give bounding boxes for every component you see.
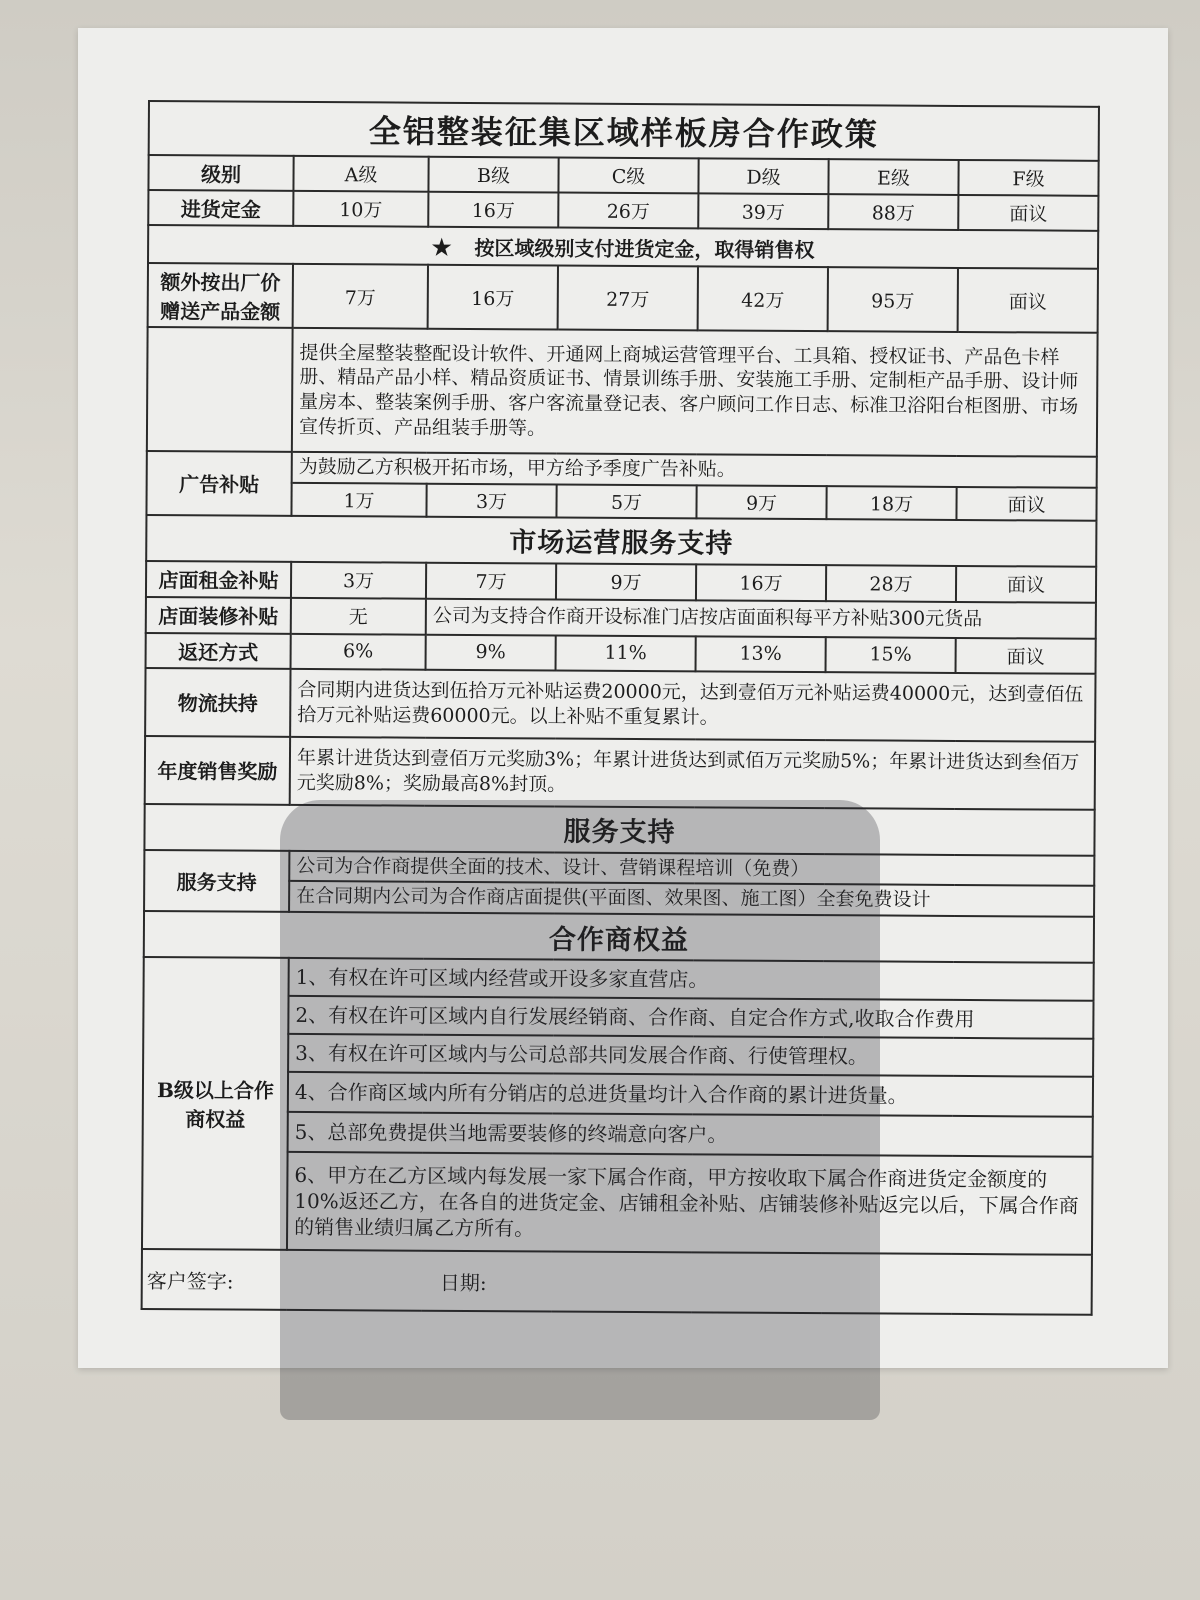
logistics-label: 物流扶持 [145,668,290,737]
rebate-e: 15% [826,637,956,673]
policy-table [141,100,1100,1316]
rights-item: 3、有权在许可区域内与公司总部共同发展合作商、行使管理权。 [288,1034,1093,1077]
signature-cell [142,1249,1092,1315]
grade-b: B级 [428,157,558,193]
bonus-e: 95万 [828,267,958,332]
grade-d: D级 [698,158,828,194]
ad-subsidy-label: 广告补贴 [146,451,291,516]
bonus-d: 42万 [698,266,828,331]
decor-subsidy-note: 公司为支持合作商开设标准门店按店面面积每平方补贴300元货品 [426,598,1096,638]
signature-row [142,1249,1092,1315]
materials-text: 提供全屋整装整配设计软件、开通网上商城运营管理平台、工具箱、授权证书、产品色卡样册、精品产品小样、精品资质证书、情景训练手册、安装施工手册、定制柜产品手册、设计师量房本、整装案例手册、客户客流量登记表、客户顾问工作日志、标准卫浴阳台柜图册、市场宣传折页、产品组装手册等。 [292,328,1098,457]
bonus-products-row [148,263,1098,333]
materials-row [147,327,1098,457]
grade-a: A级 [293,156,428,192]
section-rights-title: 合作商权益 [144,911,1094,963]
decor-subsidy-label: 店面装修补贴 [146,597,291,634]
deposit-row [148,190,1098,231]
section-service-title: 服务支持 [144,804,1094,856]
ad-e: 18万 [826,486,956,520]
service-label: 服务支持 [144,850,289,912]
materials-label-empty [147,327,293,452]
deposit-f: 面议 [958,195,1098,231]
star-note-text: 按区域级别支付进货定金，取得销售权 [474,235,815,262]
rent-subsidy-row [146,561,1096,603]
rights-item: 5、总部免费提供当地需要装修的终端意向客户。 [288,1112,1093,1157]
rebate-c: 11% [556,635,696,671]
grade-header-row [148,155,1098,196]
ad-c: 5万 [556,484,696,518]
decor-subsidy-row [146,597,1096,639]
ad-f: 面议 [956,487,1096,521]
rebate-a: 6% [291,634,426,670]
rights-row-1 [144,957,1094,1001]
bonus-b: 16万 [428,265,558,330]
service-row-1 [144,850,1094,886]
rights-label: B级以上合作商权益 [142,957,289,1250]
deposit-b: 16万 [428,192,558,228]
rebate-b: 9% [426,634,556,670]
star-icon: ★ [431,234,452,261]
grade-c: C级 [558,158,698,194]
deposit-a: 10万 [293,191,428,227]
ad-d: 9万 [696,485,826,519]
annual-reward-row [145,736,1095,810]
rights-item: 1、有权在许可区域内经营或开设多家直营店。 [289,958,1094,1001]
rebate-label: 返还方式 [146,633,291,669]
ad-subsidy-note-row [147,451,1097,487]
logistics-row [145,668,1095,742]
grade-label: 级别 [148,155,293,191]
ad-subsidy-note: 为鼓励乙方积极开拓市场，甲方给予季度广告补贴。 [292,452,1097,488]
deposit-c: 26万 [558,193,698,229]
rent-e: 28万 [826,565,956,602]
policy-document [141,100,1098,1316]
bonus-products-label: 额外按出厂价赠送产品金额 [148,263,293,328]
rights-item: 4、合作商区域内所有分销店的总进货量均计入合作商的累计进货量。 [288,1072,1093,1117]
ad-b: 3万 [426,483,556,517]
deposit-e: 88万 [828,194,958,230]
rights-item: 6、甲方在乙方区域内每发展一家下属合作商，甲方按收取下属合作商进货定金额度的10%返还乙方，在各自的进货定金、店铺租金补贴、店铺装修补贴返完以后，下属合作商的销售业绩归属乙方所有。 [287,1152,1093,1255]
grade-f: F级 [958,160,1098,196]
service-item: 在合同期内公司为合作商店面提供(平面图、效果图、施工图）全套免费设计 [289,881,1094,917]
bonus-c: 27万 [558,266,698,331]
bonus-f: 面议 [958,268,1098,333]
logistics-text: 合同期内进货达到伍拾万元补贴运费20000元，达到壹佰万元补贴运费40000元，达到壹佰伍拾万元补贴运费60000元。以上补贴不重复累计。 [290,669,1095,742]
rent-d: 16万 [696,564,826,601]
rebate-f: 面议 [956,638,1096,674]
section-market-title: 市场运营服务支持 [146,515,1096,567]
rent-a: 3万 [291,562,426,599]
rent-c: 9万 [556,563,696,600]
star-note [148,225,1098,269]
rent-f: 面议 [956,566,1096,603]
grade-e: E级 [828,159,958,195]
date-label: 日期: [439,1270,487,1295]
rebate-d: 13% [696,636,826,672]
rebate-row [146,633,1096,674]
rent-subsidy-label: 店面租金补贴 [146,561,291,598]
annual-reward-text: 年累计进货达到壹佰万元奖励3%；年累计进货达到贰佰万元奖励5%；年累计进货达到叁佰万元奖励8%；奖励最高8%封顶。 [290,737,1095,810]
annual-reward-label: 年度销售奖励 [145,736,290,805]
ad-a: 1万 [291,483,426,517]
rent-b: 7万 [426,562,556,599]
document-title: 全铝整装征集区域样板房合作政策 [149,101,1099,161]
deposit-label: 进货定金 [148,190,293,226]
decor-a: 无 [291,598,426,635]
bonus-a: 7万 [293,264,428,329]
service-item: 公司为合作商提供全面的技术、设计、营销课程培训（免费） [289,851,1094,887]
customer-signature-label: 客户签字: [146,1268,234,1294]
deposit-d: 39万 [698,193,828,229]
rights-item: 2、有权在许可区域内自行发展经销商、合作商、自定合作方式,收取合作费用 [288,996,1093,1039]
